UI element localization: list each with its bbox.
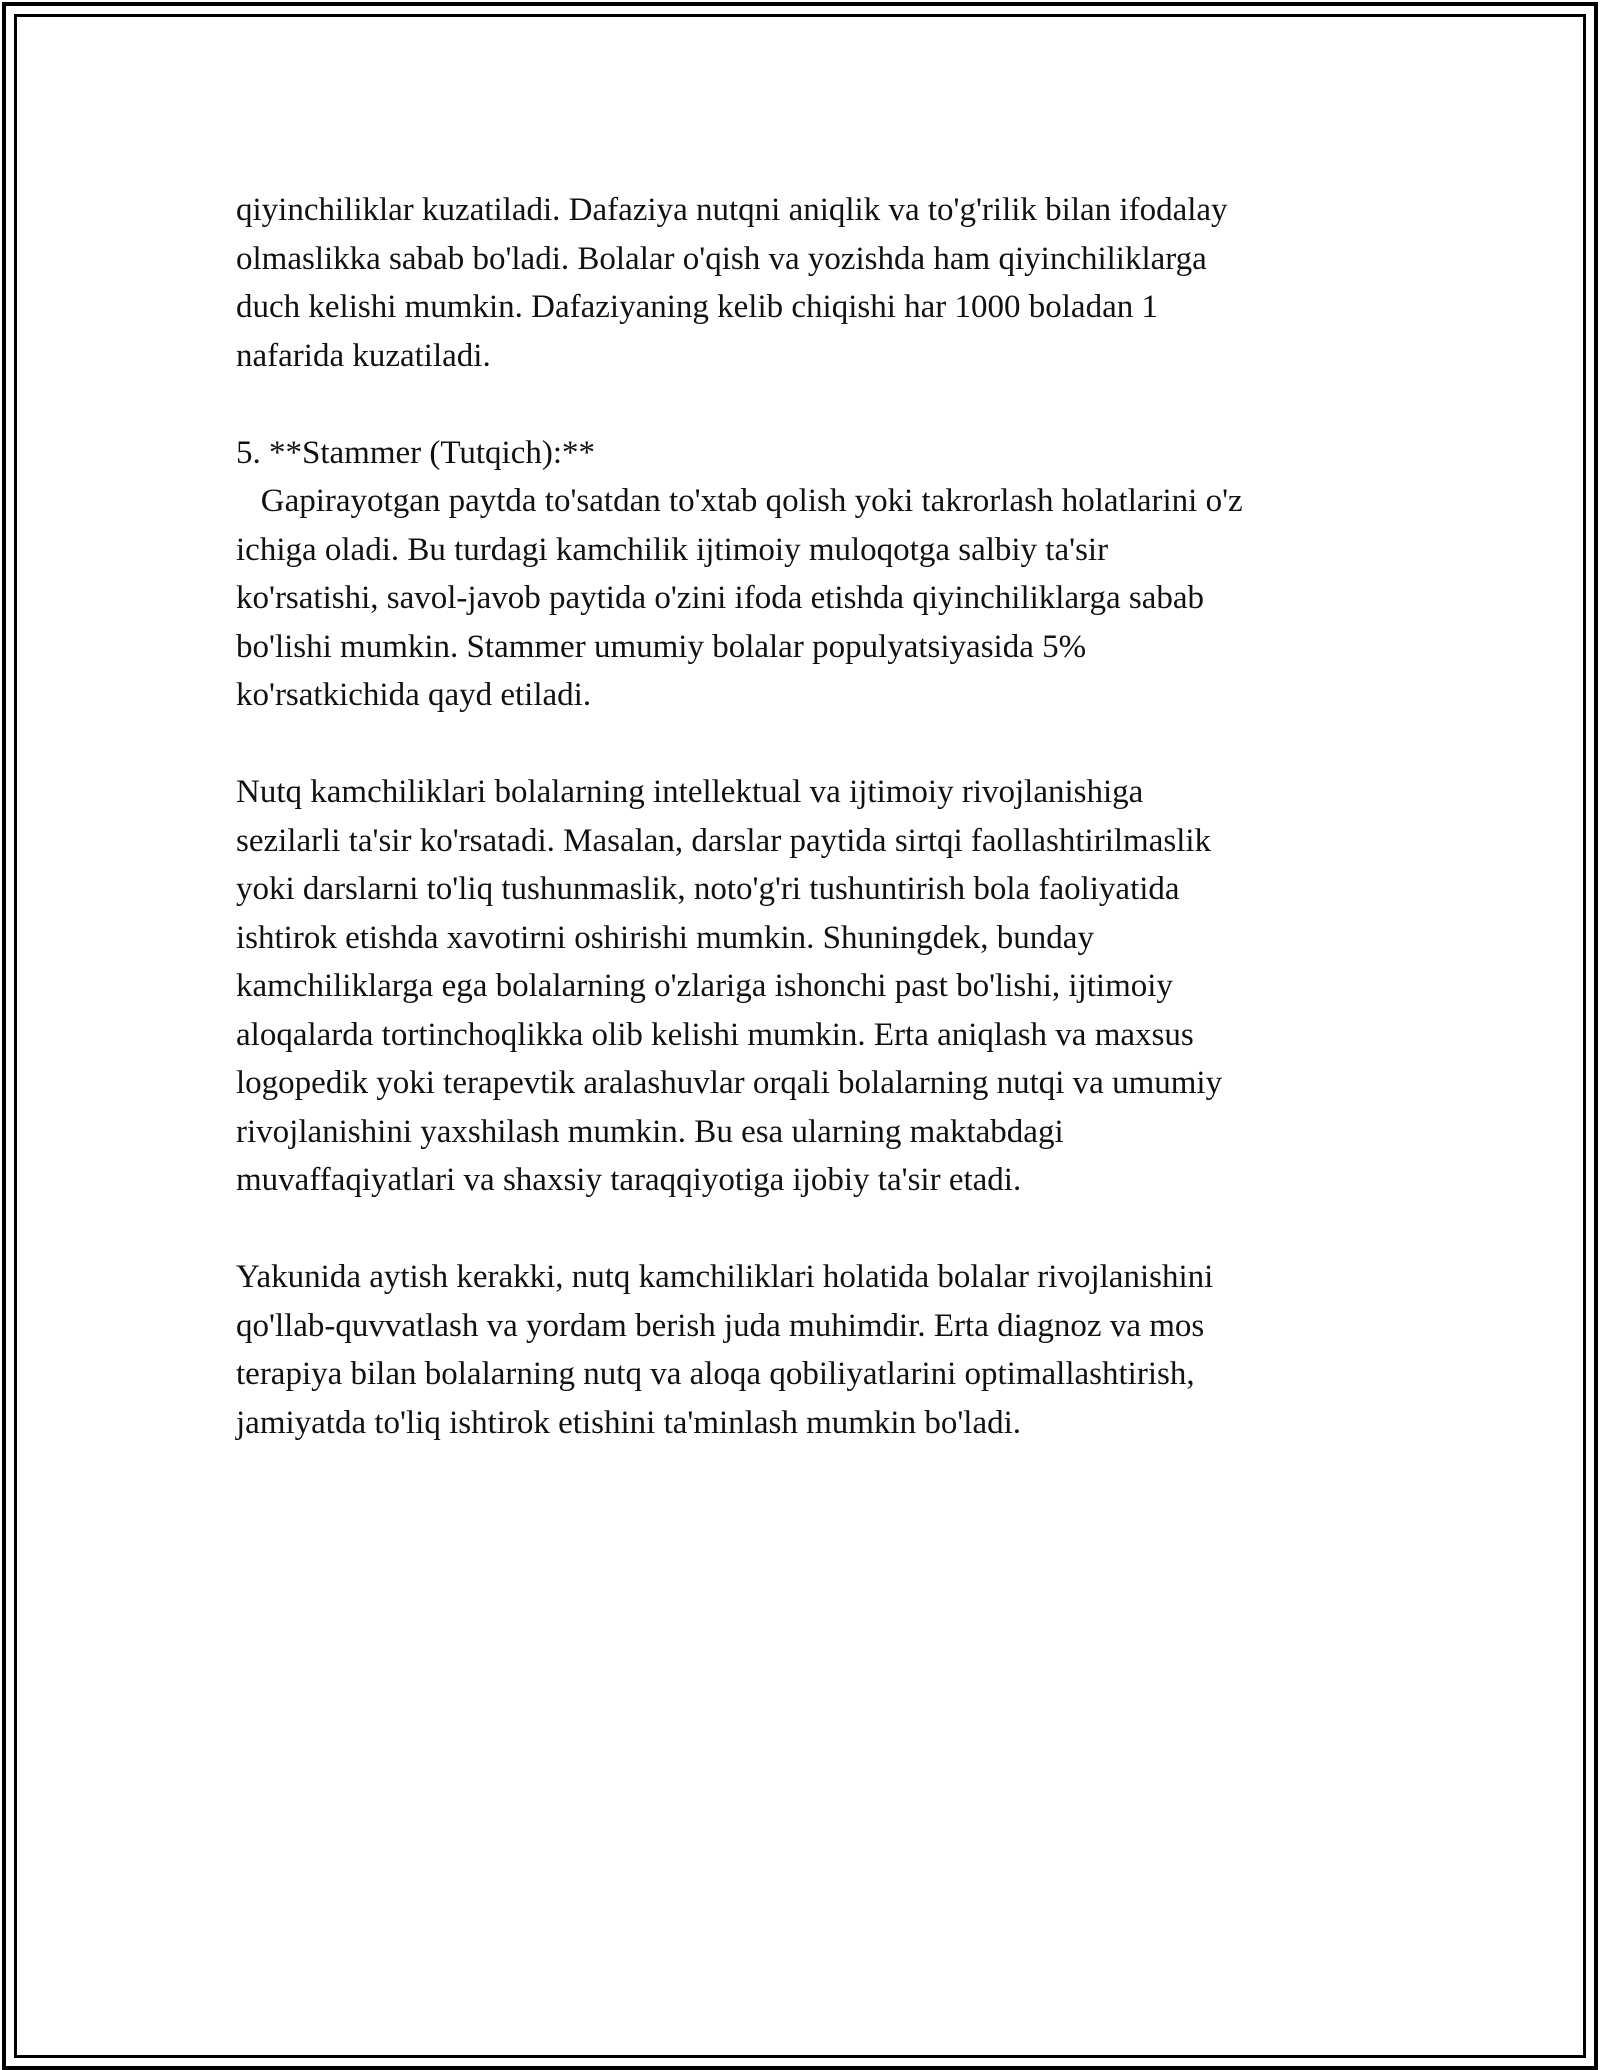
text-line: Gapirayotgan paytda to'satdan to'xtab qolish yoki takrorlash holatlarini o'z bbox=[236, 483, 1243, 519]
text-line: logopedik yoki terapevtik aralashuvlar orqali bolalarning nutqi va umumiy bbox=[236, 1065, 1223, 1101]
paragraph-1 bbox=[236, 186, 1386, 380]
text-line: qiyinchiliklar kuzatiladi. Dafaziya nutqni aniqlik va to'g'rilik bilan ifodalay bbox=[236, 192, 1228, 228]
text-line: qo'llab-quvvatlash va yordam berish juda muhimdir. Erta diagnoz va mos bbox=[236, 1307, 1205, 1344]
text-line: nafarida kuzatiladi. bbox=[236, 337, 491, 374]
text-line: ishtirok etishda xavotirni oshirishi mumkin. Shuningdek, bunday bbox=[236, 919, 1094, 956]
text-line: olmaslikka sabab bo'ladi. Bolalar o'qish va yozishda ham qiyinchiliklarga bbox=[236, 240, 1207, 277]
text-line: ko'rsatishi, savol-javob paytida o'zini ifoda etishda qiyinchiliklarga sabab bbox=[236, 580, 1205, 616]
paragraph-2 bbox=[236, 768, 1386, 1205]
section-5-heading: 5. **Stammer (Tutqich):** bbox=[236, 434, 596, 471]
text-line: muvaffaqiyatlari va shaxsiy taraqqiyotiga ijobiy ta'sir etadi. bbox=[236, 1162, 1022, 1198]
text-line: terapiya bilan bolalarning nutq va aloqa qobiliyatlarini optimallashtirish, bbox=[236, 1356, 1195, 1392]
text-line: aloqalarda tortinchoqlikka olib kelishi mumkin. Erta aniqlash va maxsus bbox=[236, 1016, 1194, 1053]
text-line: rivojlanishini yaxshilash mumkin. Bu esa ularning maktabdagi bbox=[236, 1113, 1064, 1150]
text-line: Yakunida aytish kerakki, nutq kamchiliklari holatida bolalar rivojlanishini bbox=[236, 1259, 1214, 1295]
text-line: Nutq kamchiliklari bolalarning intellektual va ijtimoiy rivojlanishiga bbox=[236, 774, 1144, 810]
text-line: ichiga oladi. Bu turdagi kamchilik ijtimoiy muloqotga salbiy ta'sir bbox=[236, 531, 1109, 568]
paragraph-3 bbox=[236, 1253, 1386, 1447]
text-line: sezilarli ta'sir ko'rsatadi. Masalan, darslar paytida sirtqi faollashtirilmaslik bbox=[236, 822, 1212, 859]
text-line: ko'rsatkichida qayd etiladi. bbox=[236, 677, 592, 713]
text-line: duch kelishi mumkin. Dafaziyaning kelib chiqishi har 1000 boladan 1 bbox=[236, 289, 1158, 325]
section-5 bbox=[236, 429, 1386, 720]
paragraph-spacer bbox=[236, 380, 1386, 429]
text-line: kamchiliklarga ega bolalarning o'zlariga ishonchi past bo'lishi, ijtimoiy bbox=[236, 968, 1173, 1004]
text-line: bo'lishi mumkin. Stammer umumiy bolalar populyatsiyasida 5% bbox=[236, 628, 1087, 665]
paragraph-spacer bbox=[236, 720, 1386, 769]
text-line: jamiyatda to'liq ishtirok etishini ta'minlash mumkin bo'ladi. bbox=[236, 1404, 1022, 1441]
text-line: yoki darslarni to'liq tushunmaslik, noto'g'ri tushuntirish bola faoliyatida bbox=[236, 871, 1180, 907]
paragraph-spacer bbox=[236, 1205, 1386, 1254]
document-body bbox=[236, 186, 1386, 1447]
